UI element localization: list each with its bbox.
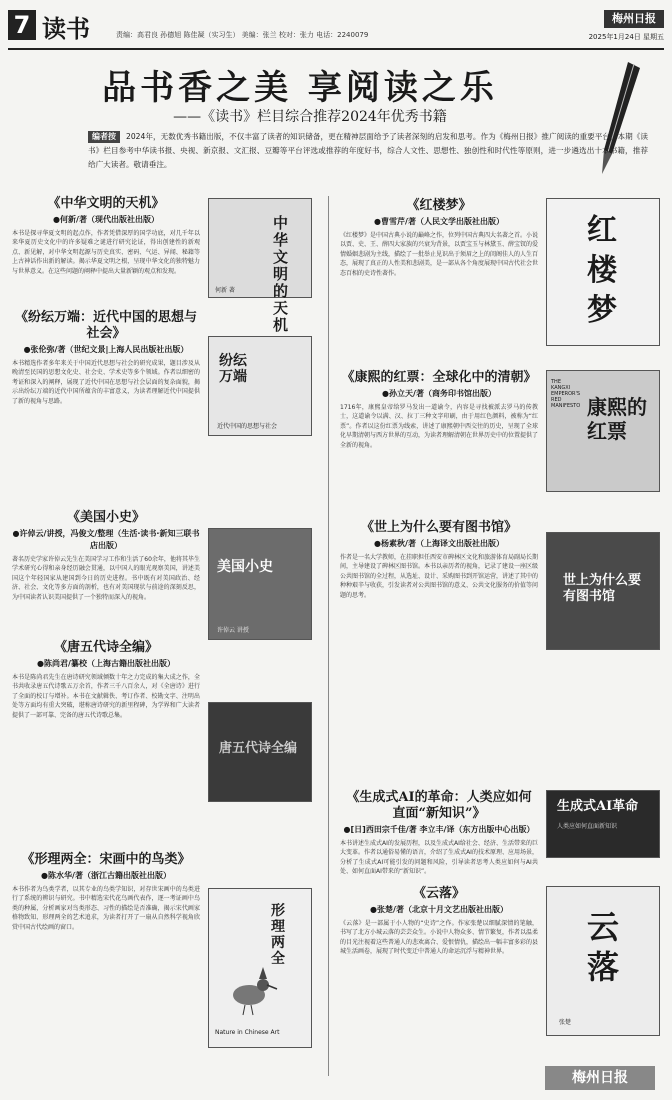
article-title: 《纷纭万端：近代中国的思想与社会》: [14, 310, 197, 341]
article-title: 《生成式AI的革命：人类应如何直面“新知识”》: [346, 790, 532, 821]
article-body: 本书作者为鸟类学者，以其专业的鸟类学知识，对存世宋画中的鸟类进行了系统的辨识与研究。书中精选宋代花鸟画代表作，逐一考证画中鸟类的种属，分析画家对鸟类形态、习性的描绘是否准确，揭示宋代画家格物致知、形理两全的艺术追求，为读者打开了一扇从自然科学视角欣赏中国古代绘画的窗口。: [12, 886, 200, 931]
article-author: ●张楚/著（北京十月文艺出版社出版）: [370, 905, 508, 914]
cover-title: 世上为什么要有图书馆: [563, 573, 642, 604]
article-author: ●张伦弥/著（世纪文景|上海人民出版社出版）: [23, 345, 189, 354]
column-divider: [328, 196, 329, 1076]
article-author: ●许倬云/讲授，冯俊文/整理（生活·读书·新知三联书店出版）: [12, 529, 200, 550]
issue-date: 2025年1月24日 星期五: [588, 33, 664, 41]
article-title: 《世上为什么要有图书馆》: [360, 520, 517, 535]
book-cover-2: [208, 336, 312, 436]
cover-subtitle: 人类应如何直面新知识: [557, 823, 618, 830]
editor-note-tag: 编者按: [88, 131, 120, 143]
article-author: ●杨素秋/著（上海译文出版社出版）: [374, 539, 504, 548]
cover-title: 形理两全: [271, 903, 285, 967]
article-body: 《红楼梦》是中国古典小说的巅峰之作，位列中国古典四大名著之首。小说以贾、史、王、薛四大家族的兴衰为背景，以贾宝玉与林黛玉、薛宝钗的爱情婚姻悲剧为主线，描绘了一批举止见识出于须眉之上的闺阁佳人的人生百态，展现了真正的人性美和悲剧美，是一部从各个角度展现中国古代社会世态百相的史诗性著作。: [340, 232, 539, 277]
cover-subtitle: 张楚: [559, 1019, 572, 1026]
article-author: ●何新/著（现代出版社出版）: [53, 215, 159, 224]
article-author: ●孙立天/著（商务印书馆出版）: [382, 389, 496, 398]
article-body: 本书讲述生成式AI的发展历程，以及生成式AI给社会、经济、生活带来的巨大变革。作者以通俗易懂的语言，介绍了生成式AI的技术原理、应用场景，分析了生成式AI可能引发的问题和风险，引导读者思考人类应如何与AI共处、如何直面AI带来的“新知识”。: [340, 840, 538, 876]
article-author: ●陈水华/著（浙江古籍出版社出版）: [41, 871, 171, 880]
article-title: 《唐五代诗全编》: [53, 640, 158, 655]
book-cover-10: [546, 886, 660, 1036]
article-4: [12, 640, 200, 857]
page-number: 7: [8, 10, 36, 40]
cover-title: 唐五代诗全编: [219, 741, 298, 756]
article-1: [12, 196, 200, 301]
article-2: [12, 310, 200, 485]
article-body: 本书是探寻华夏文明的起点作，作者凭借深厚的国学功底，对几千年以来华夏历史文化中的许多疑难之谜进行研究论证，得出创建性的新观点、新见解，对中华文明起源与历史真实、密码、气运、异闻、秘籍等上古神话作出新的解读。揭示华夏文明之根，呈现中华文化的独特魅力与世界意义。在这些问题的阐释中提出大量新颖的观点和发现。: [12, 230, 200, 275]
article-3: [12, 510, 200, 645]
article-body: 著名历史学家许倬云先生在美国学习工作和生活了60余年，他将其毕生学术研究心得和亲身经历融会贯通，以中国人的眼光观察美国，讲述美国这个年轻国家从建国到今日的历史进程。书中既有对美国政治、经济、社会、文化等多方面的剖析，也有对美国现状与前途的深刻反思，为中国读者认识美国提供了一个独特而深入的视角。: [12, 556, 200, 601]
article-title: 《形理两全：宋画中的鸟类》: [21, 852, 191, 867]
book-cover-6: [546, 198, 660, 346]
article-10: [340, 886, 538, 1069]
article-title: 《中华文明的天机》: [47, 196, 165, 211]
article-body: 本书精选作者多年来关于中国近代思想与社会的研究成果，题目涉及从晚清至民国的思想文化史、社会史、学术史等多个领域。作者以细密的考证和深入的阐释，展现了近代中国在思想与社会层面的复杂面貌，揭示出纷纭万端的近代中国所蕴含的丰富意义，为读者理解近代中国提供了新的视角与思路。: [12, 360, 200, 405]
article-title: 《美国小史》: [66, 510, 145, 525]
article-author: ●曹雪芹/著（人民文学出版社出版）: [374, 217, 504, 226]
page-subtitle: ——《读书》栏目综合推荐2024年优秀书籍: [173, 109, 447, 125]
article-body: 1716年，康熙皇帝给罗马发出一道谕令，内容是寻找被派去罗马的传教士，这道谕令以满、汉、拉丁三种文字印刷，由于用红色颜料，被称为“红票”。作者以这份红票为线索，讲述了康熙朝中西交往的历史，呈现了全球化早期清朝与西方世界的互动，为读者理解清朝在世界历史中的位置提供了全新的视角。: [340, 404, 539, 449]
article-8: [340, 520, 538, 783]
article-title: 《康熙的红票：全球化中的清朝》: [341, 370, 537, 385]
book-cover-4: [208, 702, 312, 802]
cover-subtitle: 何新 著: [215, 287, 235, 294]
article-5: [12, 852, 200, 1085]
editor-note: [88, 130, 648, 172]
cover-title: 云落: [587, 908, 620, 986]
cover-title: 康熙的红票: [587, 395, 647, 443]
hoopoe-bird-icon: [219, 959, 279, 1019]
masthead: [8, 8, 664, 50]
book-cover-7: [546, 370, 660, 492]
paper-logo: 梅州日报: [604, 10, 664, 28]
article-body: 本书是陈尚君先生在唐诗研究领域倾数十年之力完成的集大成之作，全书共收录唐五代诗歌五万余首，作者三千八百余人，对《全唐诗》进行了全面的校订与增补。本书在文献辑佚、考订作者、校勘文字、注明出处等方面均有重大突破，堪称唐诗研究的新里程碑，为学界和广大读者提供了一部可靠、完备的唐五代诗歌总集。: [12, 674, 200, 719]
cover-subtitle: 近代中国的思想与社会: [217, 423, 278, 430]
staff-line: 责编：高君良 孙德旭 陈佳凝（实习生） 美编：张兰 校对：张力 电话：2240079: [116, 31, 369, 39]
article-7: [340, 370, 538, 513]
article-body: 作者是一名大学教师，在挂职担任西安市碑林区文化和旅游体育局副局长期间，主导建设了碑林区图书馆。本书以亲历者的视角，记录了建设一座区级公共图书馆的全过程，从选址、设计、采购图书到开馆运营，讲述了其中的种种艰辛与收获，引发读者对公共图书馆的意义、公共文化服务的价值等问题的思考。: [340, 554, 539, 599]
article-title: 《红楼梦》: [406, 198, 472, 213]
cover-subtitle: Nature in Chinese Art: [215, 1029, 280, 1036]
cover-title: 中华文明的天机: [273, 214, 289, 334]
cover-subtitle: THE KANGXI EMPEROR'S RED MANIFESTO: [551, 379, 581, 409]
cover-subtitle: 许倬云 讲授: [217, 627, 249, 634]
editor-note-text: 2024年，无数优秀书籍出版，不仅丰富了读者的知识储备，更在精神层面给予了读者深刻的启发和思考。作为《梅州日报》推广阅读的重要平台，本期《读书》栏目参考中华读书报、央视、新京报、文汇报、豆瓣等平台评选或推荐的年度好书，综合人文性、思想性、独创性和时代性等原则，进一步遴选出十本书籍，推荐给广大读者。敬请垂注。: [88, 132, 648, 169]
book-cover-1: [208, 198, 312, 334]
article-author: ●陈尚君/纂校（上海古籍出版社出版）: [37, 659, 175, 668]
book-cover-8: [546, 532, 660, 650]
book-cover-9: [546, 790, 660, 858]
article-body: 《云落》是一部属于小人物的“史诗”之作。作家张楚以细腻深情的笔触，书写了北方小城云落的芸芸众生。小说中人物众多、情节繁复，作者以温柔的目光注视着这些普通人的悲欢离合、爱恨情仇，描绘出一幅丰富多彩的县城生活画卷，展现了时代变迁中普通人的命运沉浮与精神世界。: [340, 920, 539, 956]
footer-logo: 梅州日报: [545, 1066, 655, 1090]
article-author: ●[日]西田宗千佳/著 李立丰/译（东方出版中心出版）: [343, 825, 535, 834]
cover-title: 红楼梦: [587, 213, 617, 328]
cover-title: 美国小史: [217, 559, 273, 575]
book-cover-5: [208, 888, 312, 1048]
section-name: 读书: [42, 15, 90, 43]
article-6: [340, 198, 538, 371]
page-title: 品书香之美 享阅读之乐: [102, 68, 498, 108]
cover-title: 纷纭万端: [219, 353, 247, 385]
article-title: 《云落》: [412, 886, 465, 901]
book-cover-3: [208, 528, 312, 640]
cover-title: 生成式AI革命: [557, 799, 639, 814]
